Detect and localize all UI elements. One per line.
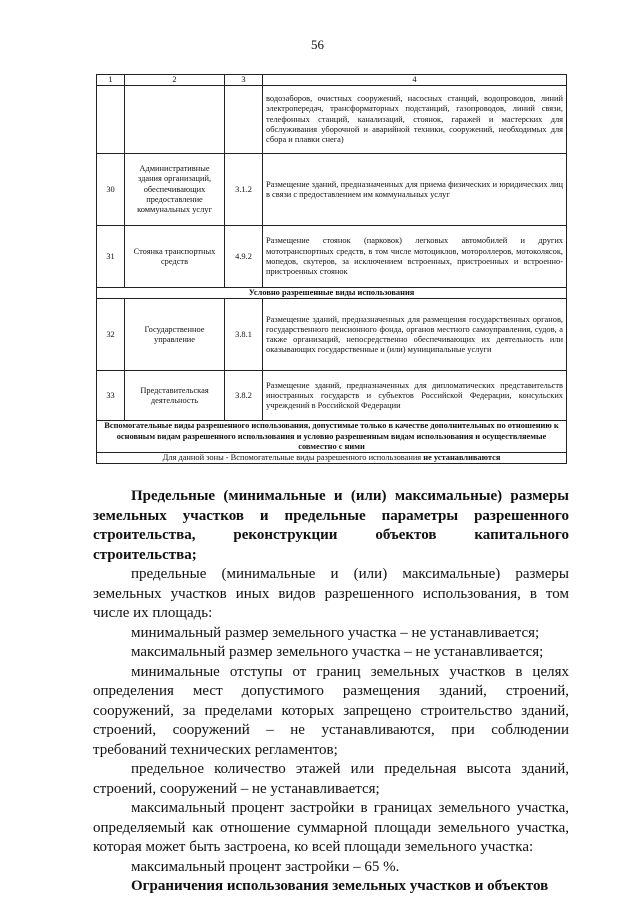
table-header-row [97, 75, 567, 86]
paragraph: максимальный процент застройки – 65 %. [131, 858, 400, 875]
use-name: Стоянка транспортных средств [125, 226, 225, 288]
table-row [97, 154, 567, 226]
row-number: 31 [97, 226, 125, 288]
final-note [97, 453, 567, 464]
page-number: 56 [311, 37, 324, 52]
use-description: Размещение зданий, предназначенных для размещения государственных органов, государственного пенсионного фонда, органов местного самоуправления, судов, а также организаций, непосредственно обеспечивающих их деятельность или оказывающих государственные и (или) муниципальные услуги [263, 299, 567, 371]
conditional-uses-heading: Условно разрешенные виды использования [97, 288, 567, 299]
auxiliary-uses-row [97, 421, 567, 453]
paragraph: максимальный размер земельного участка – не устанавливается; [131, 644, 544, 660]
use-code: 3.8.2 [225, 371, 263, 421]
paragraph: предельное количество этажей или предельная высота зданий, строений, сооружений – не устанавливается; [93, 761, 569, 797]
column-header: 3 [225, 75, 263, 86]
column-header: 2 [125, 75, 225, 86]
use-name: Государственное управление [125, 299, 225, 371]
row-number: 30 [97, 154, 125, 226]
use-description: Размещение зданий, предназначенных для дипломатических представительств иностранных государств и субъектов Российской Федерации, консульских учреждений в Российской Федерации [263, 371, 567, 421]
column-header: 4 [263, 75, 567, 86]
use-description: Размещение зданий, предназначенных для приема физических и юридических лиц в связи с предоставлением им коммунальных услуг [263, 154, 567, 226]
use-description: Размещение стоянок (парковок) легковых автомобилей и других мототранспортных средств, в том числе мотоциклов, мотороллеров, мотоколясок, мопедов, скутеров, за исключением встроенных, пристроенных и встроенно-пристроенных стоянок [263, 226, 567, 288]
use-code: 4.9.2 [225, 226, 263, 288]
final-note-emphasis: не устанавливаются [423, 453, 501, 463]
table-row [97, 299, 567, 371]
section-heading-2: Ограничения использования земельных участков и объектов [131, 878, 549, 894]
final-note-prefix: Для данной зоны - Вспомогательные виды разрешенного использования [162, 453, 424, 463]
section-heading: Предельные (минимальные и (или) максимальные) размеры земельных участков и предельные параметры разрешенного строительства, реконструкции объектов капитального строительства; [93, 488, 569, 563]
use-code: 3.1.2 [225, 154, 263, 226]
table-row [97, 86, 567, 154]
paragraph: предельные (минимальные и (или) максимальные) размеры земельных участков иных видов разрешенного использования, в том числе их площадь: [93, 566, 569, 621]
paragraph: минимальный размер земельного участка – не устанавливается; [131, 624, 540, 641]
body-text [93, 487, 569, 897]
use-name: Представительская деятельность [125, 371, 225, 421]
auxiliary-uses-heading: Вспомогательные виды разрешенного использования, допустимые только в качестве дополнительных по отношению к основным видам разрешенного использования и условно разрешенным видам использования и осуществляемые совместно с ними [97, 421, 567, 453]
use-name: Административные здания организаций, обеспечивающих предоставление коммунальных услуг [125, 154, 225, 226]
continuation-description: водозаборов, очистных сооружений, насосных станций, водопроводов, линий электропередач, трансформаторных подстанций, газопроводов, линий связи, телефонных станций, канализаций, стоянок, гаражей и мастерских для обслуживания уборочной и аварийной техники, сооружений, необходимых для сбора и плавки снега) [263, 86, 567, 154]
final-note-row [97, 453, 567, 464]
paragraph: максимальный процент застройки в границах земельного участка, определяемый как отношение суммарной площади земельного участка, которая может быть застроена, ко всей площади земельного участка: [93, 800, 569, 855]
section-header-row [97, 288, 567, 299]
zoning-table [96, 74, 567, 464]
row-number: 32 [97, 299, 125, 371]
table-row [97, 371, 567, 421]
table-row [97, 226, 567, 288]
column-header: 1 [97, 75, 125, 86]
row-number: 33 [97, 371, 125, 421]
paragraph: минимальные отступы от границ земельных участков в целях определения мест допустимого размещения зданий, строений, сооружений, за пределами которых запрещено строительство зданий, строений, сооружений – не устанавливаются, при соблюдении требований технических регламентов; [93, 663, 569, 758]
use-code: 3.8.1 [225, 299, 263, 371]
